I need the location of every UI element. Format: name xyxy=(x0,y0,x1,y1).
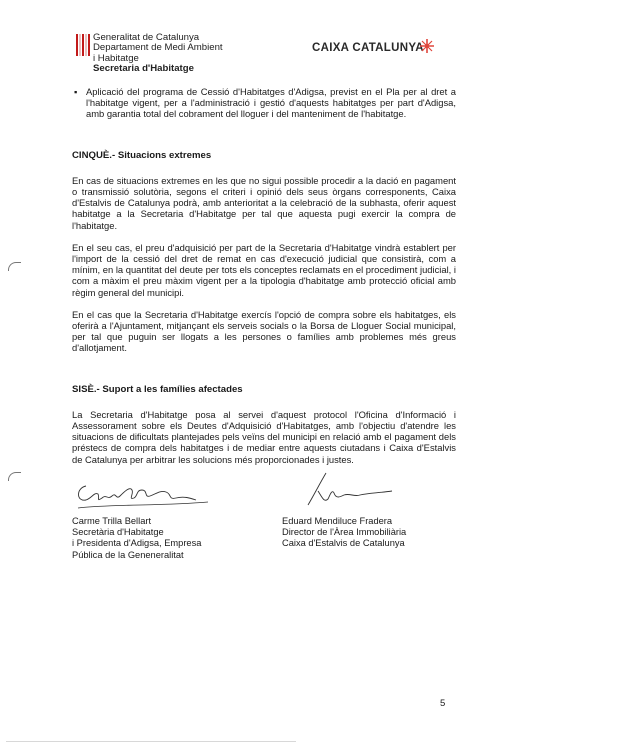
signatory-right xyxy=(282,516,406,550)
signatory-left xyxy=(72,516,201,561)
page-number: 5 xyxy=(440,698,446,709)
signatory-name: Carme Trilla Bellart xyxy=(72,516,152,526)
signatory-title: i Presidenta d'Adigsa, Empresa xyxy=(72,538,202,549)
generalitat-logo-icon xyxy=(76,34,90,56)
bullet-text: Aplicació del programa de Cessió d'Habitatges d'Adigsa, previst en el Pla per al dret a l'habitatge vigent, per a l'administració i gestió d'aquests habitatges per part d'Adigsa, amb garantia total del cobrament del lloguer i del manteniment de l'habitatge. xyxy=(86,86,456,120)
signature-right-image xyxy=(288,469,398,511)
government-department-header xyxy=(93,33,223,75)
section-heading-cinque: CINQUÈ.- Situacions extremes xyxy=(72,149,212,161)
scan-edge-line xyxy=(6,741,296,742)
gov-line-1: Generalitat de Catalunya xyxy=(93,32,200,43)
document-body xyxy=(72,86,456,476)
list-item xyxy=(72,86,456,120)
paragraph: En el seu cas, el preu d'adquisició per part de la Secretaria d'Habitatge vindrà establert per l'import de la cessió del dret de remat en cas d'execució judicial que consistirà, com a mínim, en la quantitat del deute per tots els conceptes reclamats en el procediment judicial, i com a màxim el preu màxim vigent per a la tipologia d'habitatge amb protecció oficial amb règim general del municipi. xyxy=(72,241,456,298)
signatory-title: Secretària d'Habitatge xyxy=(72,527,164,538)
signatory-title: Director de l'Àrea Immobiliària xyxy=(282,527,407,538)
paragraph: En cas de situacions extremes en les que no sigui possible procedir a la dació en pagament o transmissió solutòria, segons el criteri i opinió dels seus òrgans corresponents, Caixa d'Estalvis de Catalunya podrà, amb anterioritat a la celebració de la subhasta, oferir aquest habitatge a la Secretaria d'Habitatge per tal que aquesta pugi exercir la compra de l'habitatge. xyxy=(72,174,456,231)
signatory-name: Eduard Mendiluce Fradera xyxy=(282,516,393,526)
gov-line-3: i Habitatge xyxy=(93,52,139,64)
scan-mark xyxy=(8,262,21,271)
paragraph: En el cas que la Secretaria d'Habitatge exercís l'opció de compra sobre els habitatges, els oferirà a l'Ajuntament, mitjançant els serveis socials o la Borsa de Lloguer Social municipal, per tal que puguin ser llogats a les persones o famílies amb problemes més greus d'allotjament. xyxy=(72,308,456,354)
signature-left-image xyxy=(72,478,212,512)
scan-mark xyxy=(8,472,21,481)
gov-line-4: Secretaria d'Habitatge xyxy=(93,63,194,75)
paragraph: La Secretaria d'Habitatge posa al servei d'aquest protocol l'Oficina d'Informació i Assessorament sobre els Deutes d'Adquisició d'Habitatges, amb l'objectiu d'atendre les situacions de dificultats plantejades pels veïns del municipi en relació amb el pagament dels préstecs de compra dels habitatges i de mediar entre aquests ciutadans i Caixa d'Estalvis de Catalunya per arbitrar les solucions més proporcionades i justes. xyxy=(72,408,456,465)
gov-line-2: Departament de Medi Ambient xyxy=(93,42,223,54)
signatory-title: Pública de la Geneneralitat xyxy=(72,549,184,560)
caixa-star-logo-icon xyxy=(419,38,435,54)
signatory-title: Caixa d'Estalvis de Catalunya xyxy=(282,538,405,549)
bank-name: CAIXA CATALUNYA xyxy=(312,42,424,54)
bullet-marker: ▪ xyxy=(74,86,78,97)
section-heading-sise: SISÈ.- Suport a les famílies afectades xyxy=(72,383,243,395)
